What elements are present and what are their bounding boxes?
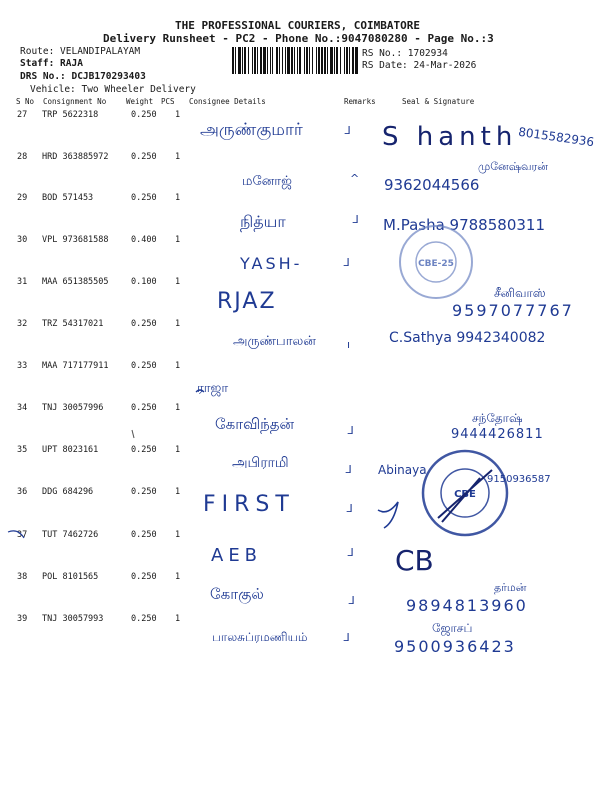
handwritten-phone: M.Pasha 9788580311: [383, 216, 545, 234]
handwritten-name: நித்யா: [240, 212, 286, 231]
handwritten-signature: Abinaya: [378, 463, 427, 477]
remark-tick-icon: ᒧ: [346, 502, 353, 515]
row-sno: 34: [17, 403, 28, 413]
handwritten-sign-tamil: ஜோசப்: [432, 621, 473, 635]
col-seal-signature: Seal & Signature: [402, 97, 475, 106]
handwritten-name: YASH-: [240, 254, 303, 273]
handwritten-phone: 9597077767: [452, 301, 574, 320]
row-consignment-no: TUT 7462726: [42, 530, 99, 540]
row-weight: 0.250: [131, 361, 157, 371]
handwritten-name: அபிராமி: [232, 455, 289, 471]
rs-date: RS Date: 24-Mar-2026: [362, 60, 477, 71]
handwritten-name: RJAZ: [217, 289, 277, 314]
handwritten-sign-tamil: தர்மன்: [494, 581, 527, 594]
row-consignment-no: TRZ 54317021: [42, 319, 104, 329]
row-consignment-no: TNJ 30057993: [42, 614, 104, 624]
handwritten-signature: CB: [395, 544, 434, 577]
row-weight: 0.250: [131, 193, 157, 203]
remark-tick-icon: ᒧ: [347, 546, 354, 559]
drs-number: DRS No.: DCJB170293403: [20, 71, 146, 82]
handwritten-phone: 9150936587: [487, 474, 551, 485]
handwritten-name: AEB: [211, 545, 263, 566]
handwritten-name: அருண்குமார்: [200, 120, 303, 140]
handwritten-phone: 8015582936: [517, 124, 595, 150]
remark-tick-icon: ᒧ: [344, 124, 351, 137]
row-weight: 0.250: [131, 614, 157, 624]
row-pcs: 1: [175, 445, 181, 455]
handwritten-name: ராஜா: [197, 381, 229, 396]
handwritten-sign-tamil: முனேஷ்வரன்: [478, 160, 548, 173]
row-sno: 31: [17, 277, 28, 287]
row-pcs: 1: [175, 110, 181, 120]
handwritten-sign-tamil: சந்தோஷ்: [472, 411, 523, 425]
handwritten-name: மனோஜ்: [242, 174, 292, 189]
row-weight: 0.100: [131, 277, 157, 287]
row-sno: 27: [17, 110, 28, 120]
handwritten-name: அருண்பாலன்: [233, 334, 316, 349]
row-sno: 29: [17, 193, 28, 203]
row-weight: 0.250: [131, 530, 157, 540]
handwritten-phone: C.Sathya 9942340082: [389, 330, 546, 346]
route-label: Route: VELANDIPALAYAM: [20, 46, 141, 57]
row-pcs: 1: [175, 403, 181, 413]
row-sno: 37: [17, 530, 28, 540]
row-weight: 0.400: [131, 235, 157, 245]
remark-tick-icon: ᒧ: [352, 213, 359, 226]
staff-label: Staff: RAJA: [20, 58, 83, 69]
row-pcs: 1: [175, 572, 181, 582]
handwritten-name: FIRST: [203, 492, 295, 517]
remark-tick-icon: ^: [350, 172, 360, 185]
handwritten-phone: 9362044566: [384, 176, 480, 194]
handwritten-name: பாலசுப்ரமணியம்: [212, 630, 308, 644]
row-sno: 39: [17, 614, 28, 624]
row-weight: 0.250: [131, 403, 157, 413]
col-pcs: PCS: [161, 97, 175, 106]
row-pcs: 1: [175, 530, 181, 540]
col-consignment: Consignment No: [43, 97, 107, 106]
row-consignment-no: TRP 5622318: [42, 110, 99, 120]
row-pcs: 1: [175, 361, 181, 371]
row-sno: 36: [17, 487, 28, 497]
row-pcs: 1: [175, 193, 181, 203]
row-weight: 0.250: [131, 319, 157, 329]
handwritten-phone: 9500936423: [394, 637, 516, 656]
row-consignment-no: MAA 651385505: [42, 277, 109, 287]
handwritten-sign-tamil: சீனிவாஸ்: [494, 286, 546, 300]
row-sno: 28: [17, 152, 28, 162]
col-consignee: Consignee Details: [189, 97, 266, 106]
row-consignment-no: DDG 684296: [42, 487, 94, 497]
remark-tick-icon: ᒧ: [348, 594, 355, 607]
remark-tick-icon: ᒧ: [347, 424, 354, 437]
handwritten-signature: S hanth: [382, 122, 518, 152]
row-consignment-no: MAA 717177911: [42, 361, 109, 371]
row-sno: 33: [17, 361, 28, 371]
row-pcs: 1: [175, 277, 181, 287]
col-weight: Weight: [126, 97, 154, 106]
vehicle-label: Vehicle: Two Wheeler Delivery: [30, 84, 196, 95]
remark-tick-icon: ᒧ: [343, 631, 350, 644]
remark-tick-icon: ᒧ: [345, 463, 352, 476]
handwritten-phone: 9444426811: [451, 427, 544, 442]
handwritten-phone: 9894813960: [406, 596, 528, 615]
row-pcs: 1: [175, 319, 181, 329]
row-consignment-no: POL 8101565: [42, 572, 99, 582]
col-sno: S No: [16, 97, 35, 106]
row-consignment-no: BOD 571453: [42, 193, 94, 203]
row-consignment-no: TNJ 30057996: [42, 403, 104, 413]
handwritten-name: கோகுல்: [210, 585, 264, 603]
rs-number: RS No.: 1702934: [362, 48, 448, 59]
row-sno: 38: [17, 572, 28, 582]
row-weight: 0.250: [131, 487, 157, 497]
stamp-label: CBE-25: [418, 259, 454, 269]
row-sno: 30: [17, 235, 28, 245]
row-pcs: 1: [175, 614, 181, 624]
remark-tick-icon: ᒧ: [343, 256, 350, 269]
row-consignment-no: UPT 8023161: [42, 445, 99, 455]
stamp-label: CBE: [454, 489, 476, 500]
row-weight: 0.250: [131, 572, 157, 582]
row-consignment-no: HRD 363885972: [42, 152, 109, 162]
row-pcs: 1: [175, 152, 181, 162]
remark-tick-icon: ı: [347, 338, 351, 351]
row-weight: 0.250: [131, 152, 157, 162]
row-weight: 0.250: [131, 445, 157, 455]
company-title: THE PROFESSIONAL COURIERS, COIMBATORE: [175, 19, 421, 32]
row-pcs: 1: [175, 235, 181, 245]
row-weight: 0.250: [131, 110, 157, 120]
row-pcs: 1: [175, 487, 181, 497]
row-consignment-no: VPL 973681588: [42, 235, 109, 245]
row-sno: 32: [17, 319, 28, 329]
handwritten-name: கோவிந்தன்: [215, 415, 295, 433]
col-remarks: Remarks: [344, 97, 376, 106]
row-sno: 35: [17, 445, 28, 455]
runsheet-subtitle: Delivery Runsheet - PC2 - Phone No.:9047080280 - Page No.:3: [103, 32, 494, 45]
